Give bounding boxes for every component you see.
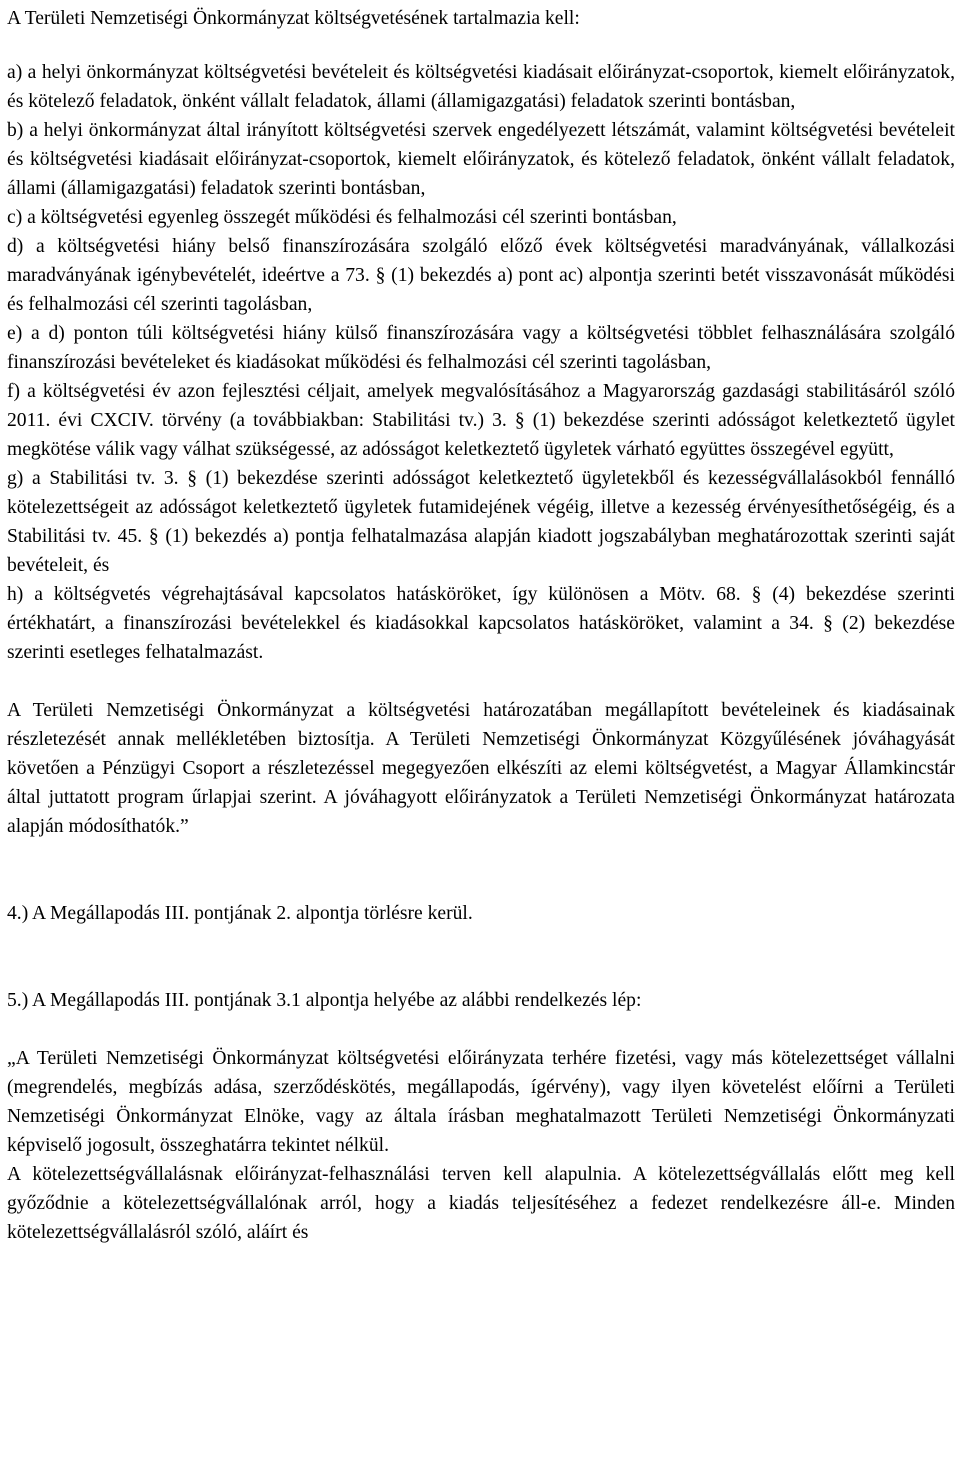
point-4: 4.) A Megállapodás III. pontjának 2. alpontja törlésre kerül. — [7, 903, 473, 924]
item-e: e) a d) ponton túli költségvetési hiány külső finanszírozására vagy a költségvetési többlet felhasználására szolgáló finanszírozási bevételeket és kiadásokat működési és felhalmozási cél szerinti tagolásban, — [7, 323, 955, 373]
intro-text: A Területi Nemzetiségi Önkormányzat költségvetésének tartalmazia kell: — [7, 8, 580, 29]
spacer — [7, 928, 955, 986]
item-d: d) a költségvetési hiány belső finanszírozására szolgáló előző évek költségvetési maradványának, vállalkozási maradványának igénybevételét, ideértve a 73. § (1) bekezdés a) pont ac) alpontja szerinti betét visszavonását működési és felhalmozási cél szerinti tagolásban, — [7, 236, 955, 315]
document-page — [7, 0, 955, 1247]
spacer — [7, 33, 955, 58]
item-h: h) a költségvetés végrehajtásával kapcsolatos hatásköröket, így különösen a Mötv. 68. § (4) bekezdése szerinti értékhatárt, a finanszírozási bevételekkel és kiadásokkal kapcsolatos hatásköröket, valamint a 34. § (2) bekezdése szerinti esetleges felhatalmazást. — [7, 584, 955, 663]
item-c: c) a költségvetési egyenleg összegét működési és felhalmozási cél szerinti bontásban, — [7, 207, 677, 228]
spacer — [7, 1015, 955, 1044]
quote-paragraph-1: „A Területi Nemzetiségi Önkormányzat költségvetési előirányzata terhére fizetési, vagy más kötelezettséget vállalni (megrendelés, megbízás adása, szerződéskötés, megállapodás, ígérvény), vagy ilyen követelést előírni a Területi Nemzetiségi Önkormányzat Elnöke, vagy az általa írásban meghatalmazott Területi Nemzetiségi Önkormányzati képviselő jogosult, összeghatárra tekintet nélkül. — [7, 1048, 955, 1156]
quote-paragraph-2: A kötelezettségvállalásnak előirányzat-felhasználási terven kell alapulnia. A kötelezettségvállalás előtt meg kell győződnie a kötelezettségvállalónak arról, hogy a kiadás teljesítéséhez a fedezet rendelkezésre áll-e. Minden kötelezettségvállalásról szóló, aláírt és — [7, 1164, 955, 1243]
point-5: 5.) A Megállapodás III. pontjának 3.1 alpontja helyébe az alábbi rendelkezés lép: — [7, 990, 642, 1011]
item-g: g) a Stabilitási tv. 3. § (1) bekezdése szerinti adósságot keletkeztető ügyletekből és kezességvállalásokból fennálló kötelezettségeit az adósságot keletkeztető ügyletek futamidejének végéig, illetve a kezesség érvényesíthetőségéig, és a Stabilitási tv. 45. § (1) bekezdés a) pontja felhatalmazása alapján kiadott jogszabályban meghatározottak szerinti saját bevételeit, és — [7, 468, 955, 576]
spacer — [7, 841, 955, 899]
item-f: f) a költségvetési év azon fejlesztési céljait, amelyek megvalósításához a Magyarország gazdasági stabilitásáról szóló 2011. évi CXCIV. törvény (a továbbiakban: Stabilitási tv.) 3. § (1) bekezdése szerinti adósságot keletkeztető ügylet megkötése válik vagy válhat szükségessé, az adósságot keletkeztető ügyletek várható együttes összegével együtt, — [7, 381, 955, 460]
spacer — [7, 667, 955, 696]
item-a: a) a helyi önkormányzat költségvetési bevételeit és költségvetési kiadásait előirányzat-csoportok, kiemelt előirányzatok, és kötelező feladatok, önként vállalt feladatok, állami (államigazgatási) feladatok szerinti bontásban, — [7, 62, 955, 112]
item-b: b) a helyi önkormányzat által irányított költségvetési szervek engedélyezett létszámát, valamint költségvetési bevételeit és költségvetési kiadásait előirányzat-csoportok, kiemelt előirányzatok, és kötelező feladatok, önként vállalt feladatok, állami (államigazgatási) feladatok szerinti bontásban, — [7, 120, 955, 199]
budget-paragraph: A Területi Nemzetiségi Önkormányzat a költségvetési határozatában megállapított bevételeinek és kiadásainak részletezését annak mellékletében biztosítja. A Területi Nemzetiségi Önkormányzat Közgyűlésének jóváhagyását követően a Pénzügyi Csoport a részletezéssel megegyezően elkészíti az elemi költségvetést, a Magyar Államkincstár által juttatott program űrlapjai szerint. A jóváhagyott előirányzatok a Területi Nemzetiségi Önkormányzat határozata alapján módosíthatók.” — [7, 700, 955, 837]
